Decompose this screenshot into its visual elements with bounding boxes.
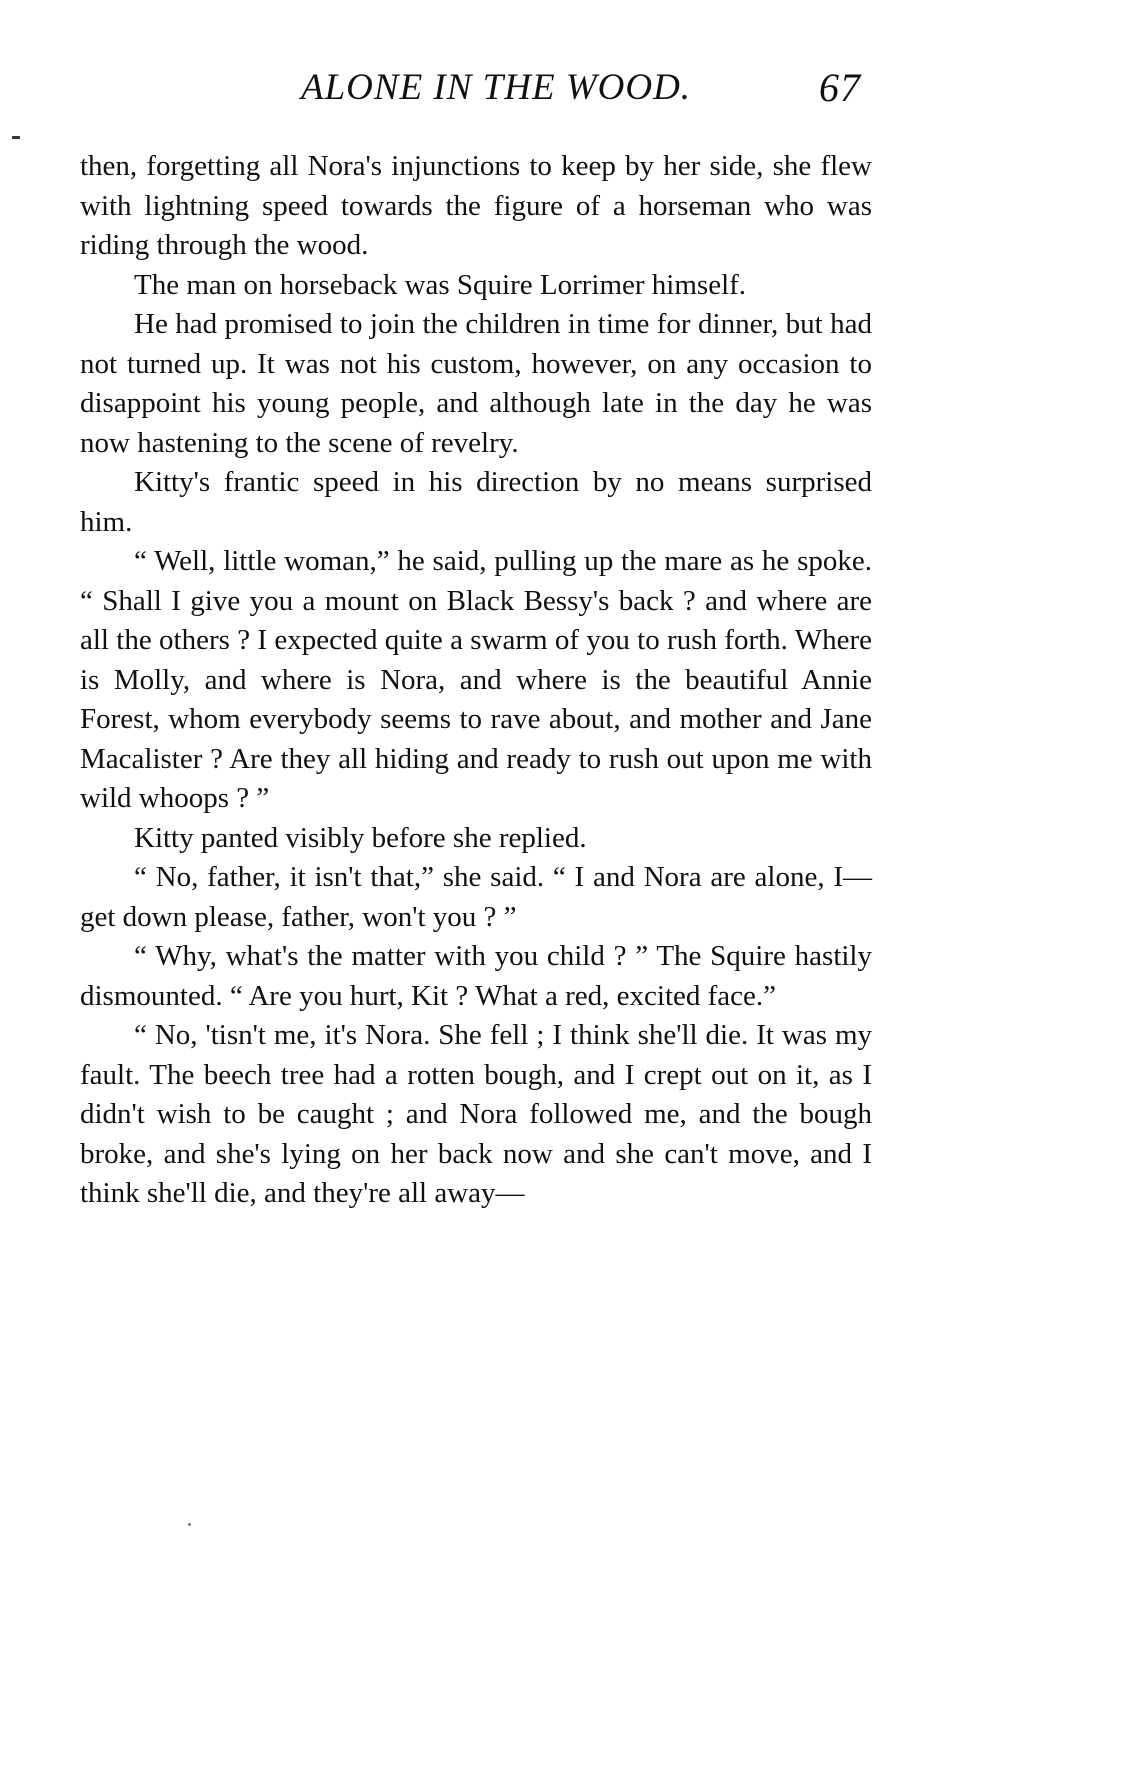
margin-mark [12, 136, 20, 139]
paragraph: Kitty panted visibly before she replied. [134, 821, 587, 854]
paragraph: “ No, 'tisn't me, it's Nora. She fell ; I think she'll die. It was my fault. The beech tree had a rotten bough, and I crept out on it, as I didn't wish to be caught ; and Nora followed me, and the bough broke, and she's lying on her back now and she can't move, and I think she'll die, and they're all away— [80, 1019, 872, 1209]
stray-mark [188, 1523, 191, 1526]
body-text [80, 147, 872, 1214]
paragraph: He had promised to join the children in time for dinner, but had not turned up. It was not his custom, however, on any occasion to disappoint his young people, and although late in the day he was now hastening to the scene of revelry. [80, 308, 872, 459]
paragraph: then, forgetting all Nora's injunctions to keep by her side, she flew with lightning speed towards the figure of a horseman who was riding through the wood. [80, 150, 872, 261]
chapter-title: ALONE IN THE WOOD. [301, 67, 692, 108]
paragraph: “ Well, little woman,” he said, pulling up the mare as he spoke. “ Shall I give you a mount on Black Bessy's back ? and where are all the others ? I expected quite a swarm of you to rush forth. Where is Molly, and where is Nora, and where is the beautiful Annie Forest, whom everybody seems to rave about, and mother and Jane Macalister ? Are they all hiding and ready to rush out upon me with wild whoops ? ” [80, 545, 872, 814]
paragraph: Kitty's frantic speed in his direction by no means surprised him. [80, 466, 872, 538]
running-head [301, 66, 861, 114]
paragraph: “ Why, what's the matter with you child ? ” The Squire hastily dismounted. “ Are you hurt, Kit ? What a red, excited face.” [80, 940, 872, 1012]
page-number: 67 [819, 65, 861, 110]
paragraph: The man on horseback was Squire Lorrimer himself. [134, 268, 747, 301]
paragraph: “ No, father, it isn't that,” she said. “ I and Nora are alone, I—get down please, father, won't you ? ” [80, 861, 872, 933]
